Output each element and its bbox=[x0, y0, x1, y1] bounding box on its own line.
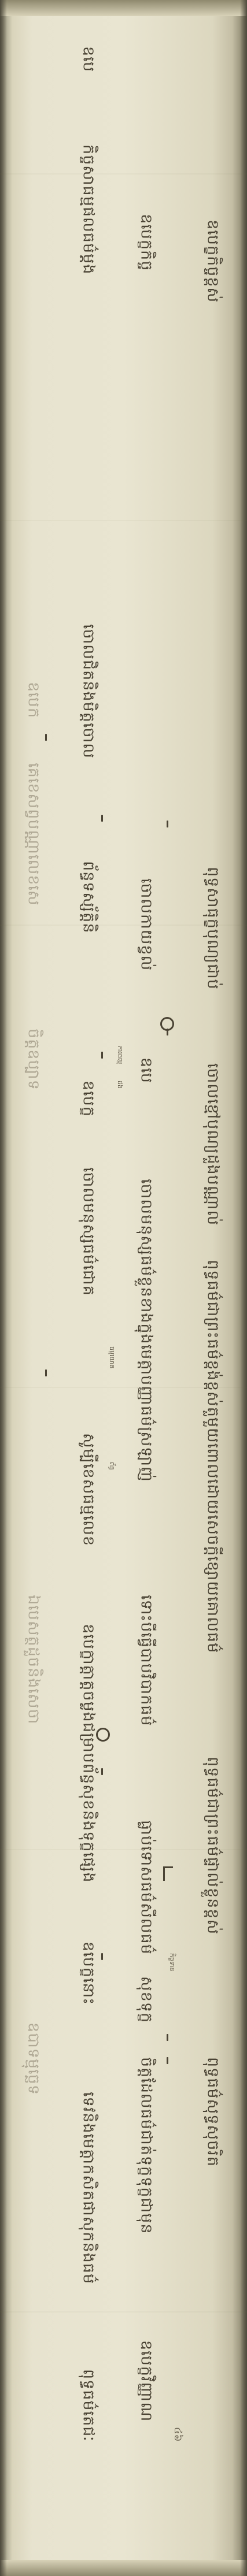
line4-segment: ពុទ្ធធម៌ជាព្រះធម៌ខ្ពង់ខ្ពស់តួមួយពោលដោយសេចក្តីខ្សោយគោលធម៌ bbox=[204, 1260, 222, 1654]
line2-segment: ទេវនិងមេត្តាកសិតផាសុកនិងធម៌ bbox=[79, 2092, 98, 2285]
line4-segment: ចោលខ្មៅបុណ្យដួងបណ្ណាល់ bbox=[204, 1063, 222, 1226]
line3-segment: ចោលកាយខ្វល់ bbox=[137, 878, 156, 971]
line3-segment: ចិត្តដែលធម៌ជាត់ទុក្ខទុក្ខជាមុន bbox=[137, 2057, 156, 2234]
punctuation-mark bbox=[101, 815, 103, 822]
line2-segment: ចោលជិតនិងមិត្តចោល bbox=[79, 624, 98, 759]
leaf-right-shadow bbox=[240, 0, 247, 2576]
line2-segment: ឧបេក្ខនោះ bbox=[79, 1942, 98, 2006]
text-line-4 bbox=[194, 0, 228, 2576]
interlinear-gloss: ដង bbox=[116, 1081, 124, 1089]
section-bracket-mark bbox=[163, 1866, 173, 1881]
line3-segment: ទោះបីធ្វើបាបវិបាកធម៌ bbox=[137, 1595, 156, 1727]
line4-segment: ឧបេក្ខកិច្ចខ្ពស់ bbox=[204, 220, 222, 303]
interlinear-gloss: ការធម្មេ bbox=[116, 1046, 124, 1064]
punctuation-mark bbox=[101, 1953, 103, 1960]
line1-segment: គេខេសព្វបណ្ណាលេខសេ bbox=[24, 763, 43, 906]
line4-segment: ពុទ្ធសាធុក្ខបុណ្យជាប់ bbox=[204, 867, 222, 990]
line1-segment: ឧបាទម្មុច្ឆេទ bbox=[24, 2022, 43, 2095]
section-circle-mark bbox=[96, 1728, 110, 1742]
punctuation-mark bbox=[167, 2034, 168, 2041]
line3-segment: ឧបេក្ខវិញ្ញាណ bbox=[137, 2340, 156, 2422]
line2-segment: សូម្បីខេសធម្មលេខ bbox=[79, 1433, 98, 1546]
line2-segment: ព័ន្ធទស្ស័ត្តិនិ bbox=[79, 861, 98, 934]
line4-segment: ពុទ្ធធម៌ជាព្រះធម៌ផ្ទាល់ខ្លួនខ្ពស់ bbox=[204, 1757, 222, 1935]
interlinear-gloss: កិច្ចទាន bbox=[168, 1953, 176, 1972]
line1-segment: ឧបេក bbox=[24, 682, 43, 718]
section-circle-mark bbox=[160, 1017, 174, 1031]
line3-segment: សុខទុក្ខ bbox=[137, 1976, 156, 2024]
line3-segment: ធ្លាប់ទោសធម៌សីលធម៌ bbox=[137, 1820, 156, 1955]
line2-segment: ឧបេក្ខ bbox=[79, 1081, 98, 1117]
interlinear-gloss: ព័ន្ធ bbox=[108, 1462, 116, 1470]
line2-segment: ឧបេក្ខាត្តាត្តចម្លងជម្រាបព័ន្ធសុខនិងទុក្ខផ្សេង bbox=[79, 1624, 98, 1883]
line3-segment: ចោលមនុស្សធម៌ខ្លួនខាងក្នុងមេត្តាបញ្ញាធម៌ស្រឡាញ់ bbox=[137, 1179, 156, 1482]
punctuation-mark bbox=[167, 821, 168, 827]
punctuation-mark bbox=[45, 734, 47, 741]
punctuation-mark bbox=[101, 1768, 103, 1775]
line4-segment: ពុទ្ធធម៌សុទ្ធសុចរិត bbox=[204, 2057, 222, 2167]
line2-segment: កិច្ចសាធម្មផលធម៌ម្តង bbox=[79, 144, 98, 275]
line2-segment: ចោលមនុស្សធម៌ជោគ bbox=[79, 1167, 98, 1296]
punctuation-mark bbox=[45, 1369, 47, 1376]
text-line-3 bbox=[127, 0, 162, 2576]
folio-number: ៤៦ bbox=[172, 2427, 184, 2442]
line3-segment: ឧបេក្ខកិច្ច bbox=[137, 214, 156, 272]
text-line-1 bbox=[14, 0, 49, 2576]
leaf-left-shadow bbox=[0, 0, 7, 2576]
line2-segment: ឧបេ bbox=[79, 46, 98, 72]
line1-segment: ចិត្តឧប្បាទ bbox=[24, 1029, 43, 1090]
punctuation-mark bbox=[167, 2057, 168, 2064]
punctuation-mark bbox=[101, 1052, 103, 1059]
text-line-2 bbox=[69, 0, 104, 2576]
interlinear-gloss: ធម្មយោគ bbox=[108, 1346, 116, 1369]
line3-segment: ឧបេ bbox=[137, 1057, 156, 1083]
line2-segment: ពុទ្ធធម៌តេជៈ bbox=[79, 2369, 98, 2442]
line1-segment: ឯបេសត្ថដួចនិងសេចា bbox=[24, 1595, 43, 1725]
